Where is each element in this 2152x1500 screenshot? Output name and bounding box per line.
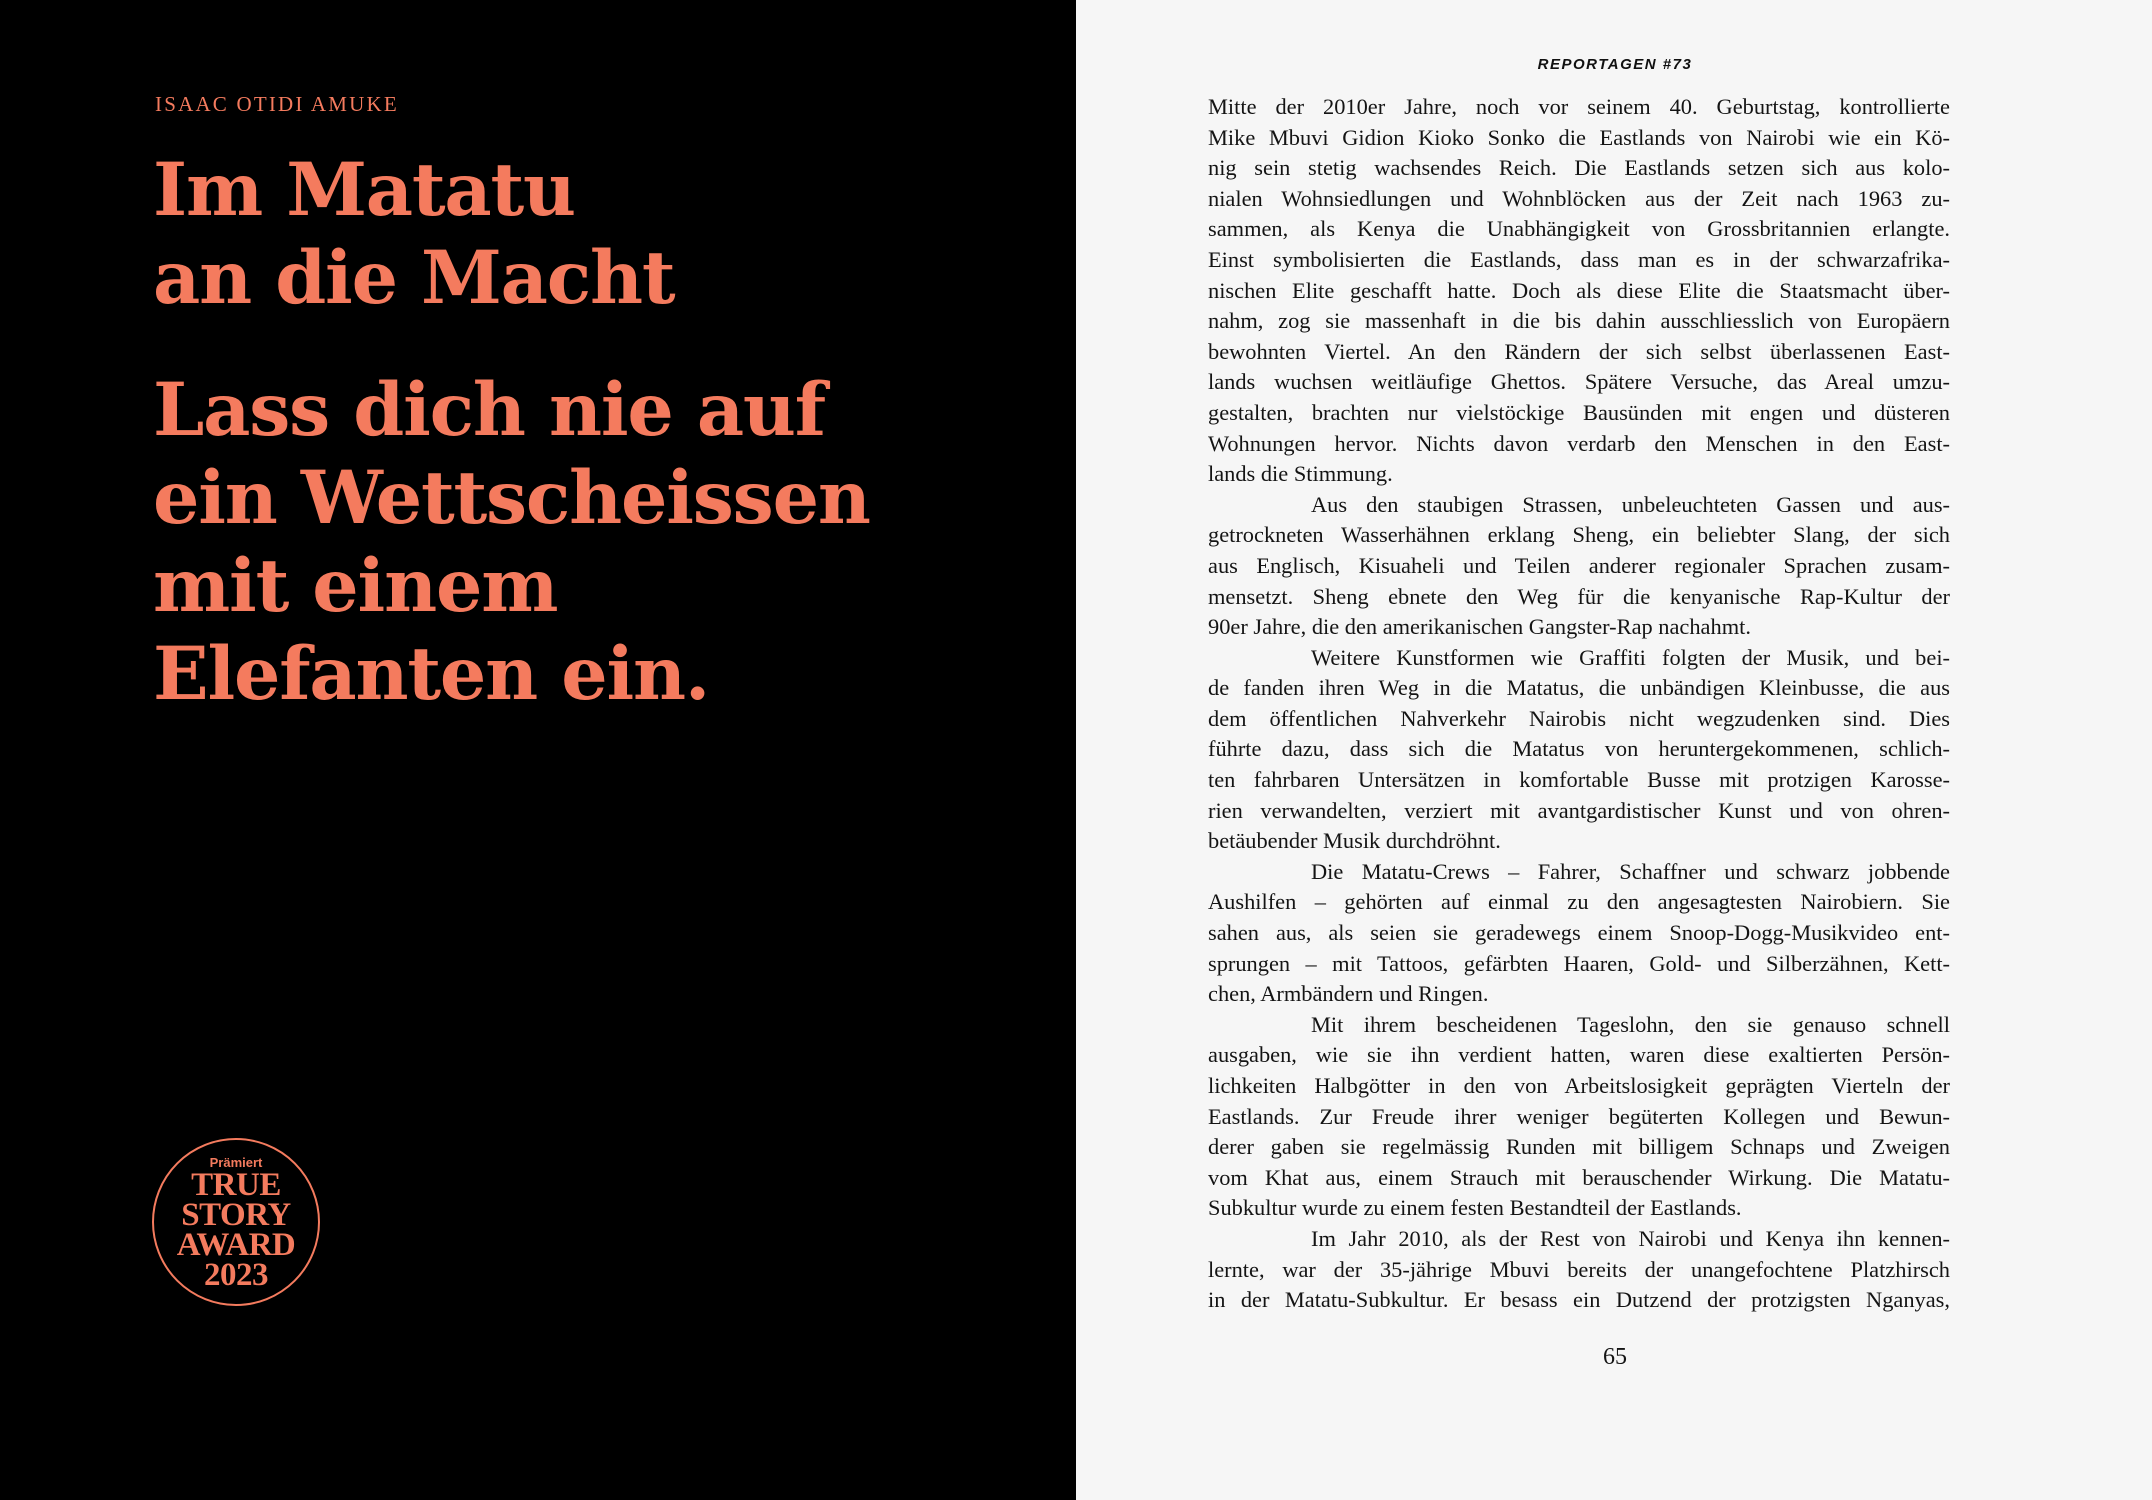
body-line: nischen Elite geschafft hatte. Doch als diese Elite die Staatsmacht über- xyxy=(1208,277,1950,303)
page-number: 65 xyxy=(1603,1344,1627,1370)
award-kicker: Prämiert xyxy=(209,1155,263,1170)
body-line: lichkeiten Halbgötter in den von Arbeitslosigkeit geprägten Vierteln der xyxy=(1208,1073,1950,1098)
body-line: nig sein stetig wachsendes Reich. Die Eastlands setzen sich aus kolo- xyxy=(1208,155,1950,181)
body-line: in der Matatu-Subkultur. Er besass ein Dutzend der protzigsten Nganyas, xyxy=(1208,1287,1950,1313)
body-line: lands die Stimmung. xyxy=(1208,461,1393,487)
award-line: 2023 xyxy=(204,1257,268,1293)
body-line: rien verwandelten, verziert mit avantgardistischer Kunst und von ohren- xyxy=(1208,797,1950,823)
article-body xyxy=(1208,92,1950,1316)
body-line: ausgaben, wie sie ihn verdient hatten, waren diese exaltierten Persön- xyxy=(1208,1042,1950,1068)
body-line: sprungen – mit Tattoos, gefärbten Haaren, Gold- und Silberzähnen, Kett- xyxy=(1208,950,1950,976)
body-line: Mike Mbuvi Gidion Kioko Sonko die Eastlands von Nairobi wie ein Kö- xyxy=(1208,124,1950,150)
body-line: Mitte der 2010er Jahre, noch vor seinem 40. Geburtstag, kontrollierte xyxy=(1208,94,1950,119)
body-line: chen, Armbändern und Ringen. xyxy=(1208,981,1489,1007)
award-title xyxy=(154,1167,318,1293)
body-line: de fanden ihren Weg in die Matatus, die unbändigen Kleinbusse, die aus xyxy=(1208,675,1950,701)
body-line: getrockneten Wasserhähnen erklang Sheng, ein beliebter Slang, der sich xyxy=(1208,522,1950,548)
body-line: lernte, war der 35-jährige Mbuvi bereits der unangefochtene Platzhirsch xyxy=(1208,1256,1950,1282)
body-line: sahen aus, als seien sie geradewegs einem Snoop-Dogg-Musikvideo ent- xyxy=(1208,920,1950,946)
body-line: führte dazu, dass sich die Matatus von heruntergekommenen, schlich- xyxy=(1208,736,1950,762)
award-line: AWARD xyxy=(176,1227,296,1263)
body-line: dem öffentlichen Nahverkehr Nairobis nicht wegzudenken sind. Dies xyxy=(1208,705,1950,731)
headline-subtitle-line: mit einem xyxy=(153,543,558,629)
headline-title xyxy=(153,146,674,322)
body-line: Eastlands. Zur Freude ihrer weniger begüterten Kollegen und Bewun- xyxy=(1208,1103,1950,1129)
author-name: ISAAC OTIDI AMUKE xyxy=(155,92,399,116)
award-badge xyxy=(152,1138,320,1306)
running-head: REPORTAGEN #73 xyxy=(1537,56,1693,73)
body-line: ten fahrbaren Untersätzen in komfortable Busse mit protzigen Karosse- xyxy=(1208,767,1950,793)
body-line: Die Matatu-Crews – Fahrer, Schaffner und schwarz jobbende xyxy=(1311,858,1950,884)
body-line: gestalten, brachten nur vielstöckige Bausünden mit engen und düsteren xyxy=(1208,399,1950,425)
body-line: Mit ihrem bescheidenen Tageslohn, den sie genauso schnell xyxy=(1311,1011,1950,1037)
award-line: STORY xyxy=(181,1197,291,1233)
body-line: Wohnungen hervor. Nichts davon verdarb den Menschen in den East- xyxy=(1208,430,1950,456)
body-line: Einst symbolisierten die Eastlands, dass man es in der schwarzafrika- xyxy=(1208,246,1950,272)
body-line: Im Jahr 2010, als der Rest von Nairobi und Kenya ihn kennen- xyxy=(1311,1225,1950,1251)
headline-title-line: Im Matatu xyxy=(153,147,575,233)
body-line: sammen, als Kenya die Unabhängigkeit von Grossbritannien erlangte. xyxy=(1208,216,1950,242)
body-line: aus Englisch, Kisuaheli und Teilen anderer regionaler Sprachen zusam- xyxy=(1208,552,1950,578)
body-line: Weitere Kunstformen wie Graffiti folgten der Musik, und bei- xyxy=(1311,644,1950,670)
headline-subtitle-line: Lass dich nie auf xyxy=(153,367,825,453)
body-line: Subkultur wurde zu einem festen Bestandteil der Eastlands. xyxy=(1208,1195,1742,1221)
body-line: nahm, zog sie massenhaft in die bis dahin ausschliesslich von Europäern xyxy=(1208,308,1950,334)
headline-subtitle-line: ein Wettscheissen xyxy=(153,455,870,541)
body-line: vom Khat aus, einem Strauch mit berauschender Wirkung. Die Matatu- xyxy=(1208,1164,1950,1190)
body-line: derer gaben sie regelmässig Runden mit billigem Schnaps und Zweigen xyxy=(1208,1134,1950,1160)
headline-subtitle xyxy=(153,366,870,718)
award-line: TRUE xyxy=(191,1167,281,1203)
body-line: bewohnten Viertel. An den Rändern der sich selbst überlassenen East- xyxy=(1208,338,1950,364)
body-line: Aushilfen – gehörten auf einmal zu den angesagtesten Nairobiern. Sie xyxy=(1208,889,1950,915)
body-line: lands wuchsen weitläufige Ghettos. Spätere Versuche, das Areal umzu- xyxy=(1208,369,1950,395)
body-line: betäubender Musik durchdröhnt. xyxy=(1208,828,1501,854)
headline-subtitle-line: Elefanten ein. xyxy=(153,631,710,717)
body-line: Aus den staubigen Strassen, unbeleuchteten Gassen und aus- xyxy=(1311,491,1950,517)
body-line: 90er Jahre, die den amerikanischen Gangster-Rap nachahmt. xyxy=(1208,614,1751,640)
body-line: mensetzt. Sheng ebnete den Weg für die kenyanische Rap-Kultur der xyxy=(1208,583,1950,609)
headline-title-line: an die Macht xyxy=(153,235,675,321)
body-line: nialen Wohnsiedlungen und Wohnblöcken aus der Zeit nach 1963 zu- xyxy=(1208,185,1950,211)
right-page xyxy=(1076,0,2152,1500)
